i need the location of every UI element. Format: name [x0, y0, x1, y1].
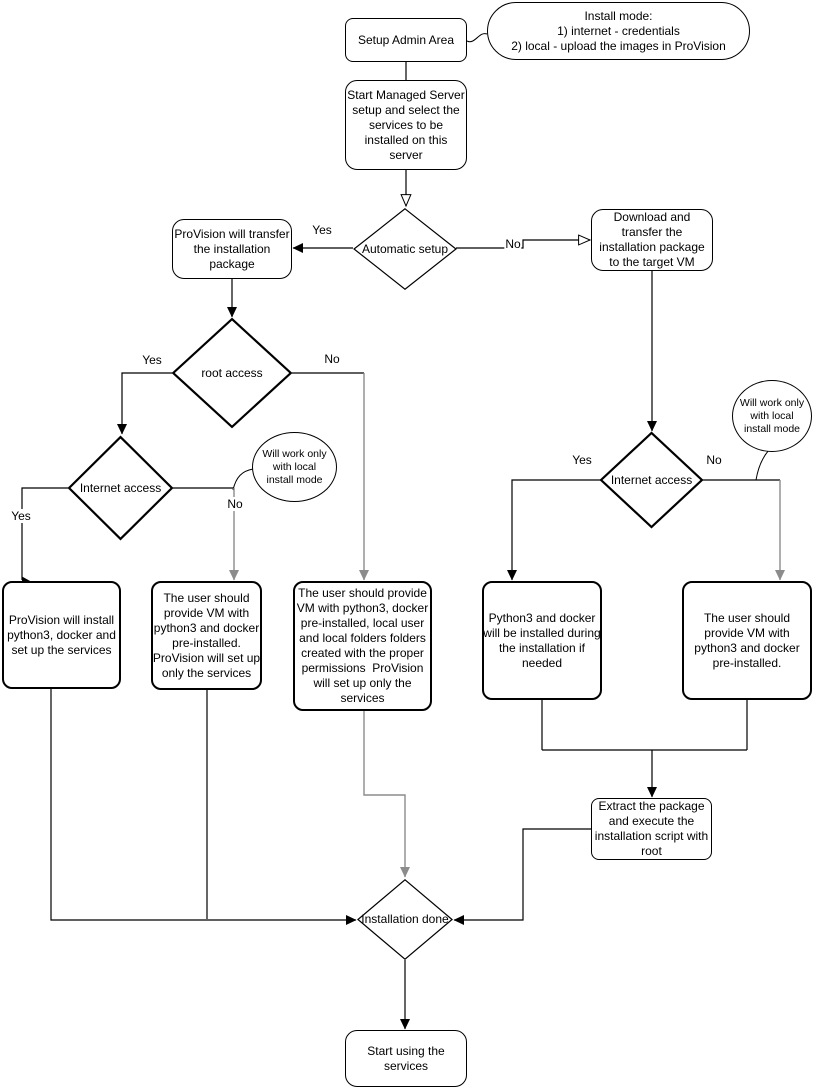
- node-label: Download and transfer the installation package to the target VM: [599, 210, 705, 269]
- decision-installation-done: [357, 879, 453, 960]
- node-label: ProVision will transfer the installation package: [174, 226, 290, 271]
- note-label: Will work only with local install mode: [262, 447, 327, 486]
- node-label: The user should provide VM with python3 and docker pre-installed. ProVision will set up only the services: [152, 590, 261, 680]
- decision-label: Internet access: [610, 472, 693, 487]
- edge-label-internet-right-no: No: [706, 453, 722, 467]
- node-label: Extract the package and execute the installation script with root: [594, 799, 709, 858]
- edge-box1-to-done: [51, 688, 356, 920]
- node-label: Start Managed Server setup and select the services to be installed on this server: [347, 87, 465, 162]
- note-local-mode-right: [732, 380, 812, 452]
- edge-label-root-yes: Yes: [142, 353, 162, 367]
- node-start-managed-server: [345, 80, 467, 170]
- bubble-left-tail: [233, 469, 253, 490]
- note-local-mode-left: [252, 432, 337, 502]
- decision-label: Installation done: [361, 912, 449, 926]
- edge-box3-to-done: [364, 711, 405, 877]
- node-extract-package: [591, 798, 712, 860]
- edge-root-yes: [122, 373, 172, 434]
- node-start-using-services: [345, 1030, 467, 1087]
- node-provision-install: [2, 581, 121, 689]
- node-label: Setup Admin Area: [357, 32, 455, 47]
- decision-root-access: [172, 318, 292, 428]
- decision-label: root access: [201, 365, 263, 380]
- callout-tail: [467, 34, 487, 42]
- decision-label: Internet access: [79, 480, 162, 495]
- node-provision-transfer: [172, 219, 292, 279]
- node-user-vm-preinstalled: [682, 581, 812, 700]
- node-label: Python3 and docker will be installed during the installation if needed: [483, 610, 601, 670]
- edge-internet-left-yes: [22, 488, 68, 580]
- node-user-vm-services-only: [151, 581, 262, 690]
- node-python3-auto-install: [482, 581, 602, 700]
- edge-label-internet-right-yes: Yes: [572, 453, 592, 467]
- note-label: Will work only with local install mode: [739, 396, 805, 435]
- node-label: The user should provide VM with python3 and docker pre-installed.: [694, 610, 800, 670]
- edge-label-internet-left-yes: Yes: [11, 509, 31, 523]
- node-user-vm-full: [293, 581, 432, 711]
- decision-automatic-setup: [353, 208, 457, 290]
- decision-internet-access-right: [600, 432, 703, 528]
- edge-label-root-no: No: [324, 352, 340, 366]
- bubble-right-tail: [756, 450, 769, 480]
- node-label: The user should provide VM with python3, docker pre-installed, local user and local folders folders created with the proper permissions ProVision will set up only the services: [296, 586, 429, 705]
- decision-label: Automatic setup: [361, 241, 449, 256]
- decision-internet-access-left: [68, 436, 173, 540]
- node-label: ProVision will install python3, docker and set up the services: [7, 612, 116, 657]
- node-label: Start using the services: [367, 1043, 445, 1073]
- note-install-mode: [487, 2, 750, 60]
- edge-automatic-no: [456, 240, 590, 248]
- node-setup-admin-area: [345, 18, 467, 62]
- edge-internet-right-yes: [512, 480, 601, 580]
- node-download-transfer: [591, 209, 713, 271]
- edge-extract-to-done: [454, 829, 591, 920]
- edge-label-automatic-no: No: [505, 237, 521, 251]
- edge-label-internet-left-no: No: [227, 497, 243, 511]
- edge-label-automatic-yes: Yes: [312, 223, 332, 237]
- note-label: Install mode: 1) internet - credentials 2) local - upload the images in ProVision: [511, 8, 726, 53]
